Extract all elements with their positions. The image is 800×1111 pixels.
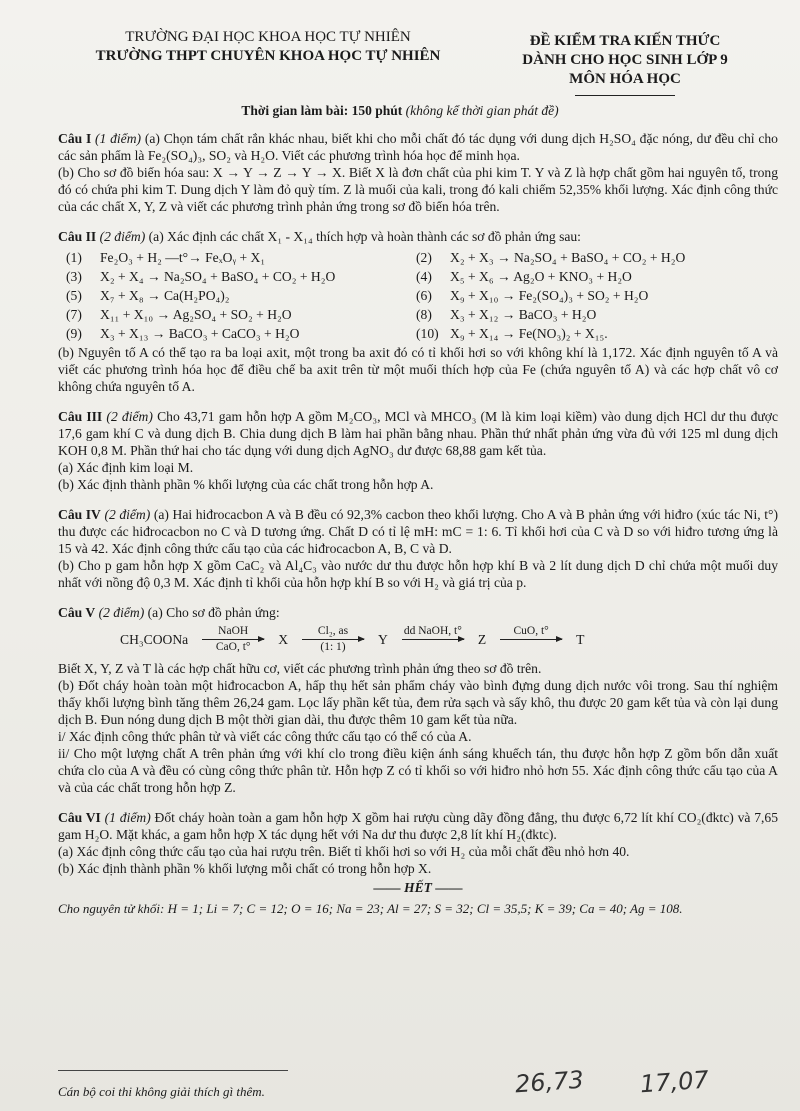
q6-part-b: (b) Xác định thành phần % khối lượng mỗi chất có trong hỗn hợp X. <box>58 861 432 876</box>
q5-part-b: (b) Đốt cháy hoàn toàn một hiđrocacbon A, hấp thụ hết sản phẩm cháy vào bình đựng dung dịch nước vôi trong. Sau thí nghiệm thấy khối lượng bình tăng thêm 26,24 gam. Lọc lấy phần kết tủa, đem rửa sạch và sấy khô, thu được 20 gam kết tủa và còn lại dung dịch B. Đun nóng dung dịch B một thời gian dài, thu được thêm 10 gam kết tủa nữa. <box>58 678 778 727</box>
scheme-x: X <box>278 632 289 647</box>
scheme-z: Z <box>477 632 487 647</box>
q2-points: (2 điểm) <box>99 229 146 244</box>
question-2 <box>58 228 778 395</box>
reaction-equation: X₉ + X₁₀ → Fe₂(SO₄)₃ + SO₂ + H₂O <box>450 288 649 303</box>
q6-title: Câu VI <box>58 810 101 825</box>
reaction-scheme <box>120 625 778 654</box>
arrow-condition: (1: 1) <box>320 641 346 653</box>
question-1 <box>58 130 778 215</box>
q2-title: Câu II <box>58 229 97 244</box>
reaction-item <box>416 268 776 285</box>
reaction-number: (6) <box>416 288 432 303</box>
scheme-start: CH₃COONa <box>120 632 189 647</box>
q5-title: Câu V <box>58 605 96 620</box>
reaction-number: (7) <box>66 307 82 322</box>
q6-body: Đốt cháy hoàn toàn a gam hỗn hợp X gồm hai rượu cùng dãy đồng đẳng, thu được 6,72 lít khí CO₂(đktc) và 7,65 gam H₂O. Mặt khác, a gam hỗn hợp X tác dụng hết với Na dư thu được 2,8 lít khí H₂(đktc). <box>58 810 778 842</box>
q1-title: Câu I <box>58 131 92 146</box>
arrow-condition: Cl₂, as <box>317 625 349 637</box>
reaction-number: (2) <box>416 250 432 265</box>
reaction-equation: X₇ + X₈ → Ca(H₂PO₄)₂ <box>100 288 230 303</box>
arrow-condition: dd NaOH, t° <box>403 625 462 637</box>
q3-title: Câu III <box>58 409 103 424</box>
reaction-number: (10) <box>416 326 439 341</box>
reaction-item <box>66 249 416 266</box>
q6-part-a: (a) Xác định công thức cấu tạo của hai rượu trên. Biết tỉ khối hơi so với H₂ của mỗi chất đều nhỏ hơn 40. <box>58 844 630 859</box>
q3-part-b: (b) Xác định thành phần % khối lượng của các chất trong hỗn hợp A. <box>58 477 434 492</box>
handwritten-note: 26,73 <box>514 1065 585 1099</box>
footer-rule <box>58 1070 288 1071</box>
question-4 <box>58 506 778 591</box>
exam-subject: MÔN HÓA HỌC <box>569 71 681 87</box>
reaction-number: (3) <box>66 269 82 284</box>
q3-body: Cho 43,71 gam hỗn hợp A gồm M₂CO₃, MCl và MHCO₃ (M là kim loại kiềm) vào dung dịch HCl dư thu được 17,6 gam khí C và dung dịch B. Chia dung dịch B làm hai phần bằng nhau. Phần thứ nhất phản ứng vừa đủ với 125 ml dung dịch KOH 0,8 M. Phần thứ hai cho tác dụng với dung dịch AgNO₃ dư được 68,88 gam kết tủa. <box>58 409 778 458</box>
arrow-condition <box>530 641 533 654</box>
reaction-number: (5) <box>66 288 82 303</box>
time-allowed <box>0 103 800 119</box>
scheme-arrow <box>500 625 562 654</box>
q3-part-a: (a) Xác định kim loại M. <box>58 460 194 475</box>
q4-title: Câu IV <box>58 507 101 522</box>
scheme-arrow <box>202 625 264 654</box>
reaction-item <box>66 306 416 323</box>
reaction-item <box>416 287 776 304</box>
footnote: Cán bộ coi thi không giải thích gì thêm. <box>58 1084 265 1099</box>
q2-part-b: (b) Nguyên tố A có thể tạo ra ba loại axit, một trong ba axit đó có tỉ khối hơi so với không khí là 1,172. Xác định nguyên tố A và viết các phương trình hóa học để điều chế ba axit trên từ một muối thích hợp của Fe (chứa nguyên tố A) và các hợp chất vô cơ không chứa nguyên tố A. <box>58 345 778 394</box>
reaction-equation: X₃ + X₁₃ → BaCO₃ + CaCO₃ + H₂O <box>100 326 300 341</box>
q4-part-a: (a) Hai hiđrocacbon A và B đều có 92,3% cacbon theo khối lượng. Cho A và B phản ứng với hiđro (xúc tác Ni, t°) thu được các hiđrocacbon no C và D tương ứng. Chất D có tỉ lệ mH: mC = 1: 6. Tỉ khối hơi của C và D so với hiđro tương ứng là 15 và 42. Xác định công thức cấu tạo của các hiđrocacbon A, B, C và D. <box>58 507 778 556</box>
question-5 <box>58 604 778 796</box>
q6-points: (1 điểm) <box>104 810 151 825</box>
exam-content <box>58 130 778 917</box>
header-rule <box>575 95 675 96</box>
arrow-condition: CaO, t° <box>215 641 251 653</box>
q4-part-b: (b) Cho p gam hỗn hợp X gồm CaC₂ và Al₄C₃ vào nước dư thu được hỗn hợp khí B và 2 lít dung dịch D chỉ chứa một muối duy nhất với nồng độ 0,3 M. Xác định tỉ khối của hỗn hợp khí B so với H₂ và giá trị của p. <box>58 558 778 590</box>
end-mark: —— HẾT —— <box>373 880 463 895</box>
school-header <box>58 28 478 66</box>
question-3 <box>58 408 778 493</box>
reaction-equation: X₂ + X₄ → Na₂SO₄ + BaSO₄ + CO₂ + H₂O <box>100 269 336 284</box>
q1-part-b: (b) Cho sơ đồ biến hóa sau: X → Y → Z → Y → X. Biết X là đơn chất của phi kim T. Y và Z là hợp chất gồm hai nguyên tố, trong đó có chứa phi kim T. Dung dịch Y làm đỏ quỳ tím. Z là muối của kali, trong đó kali chiếm 52,35% khối lượng. Xác định công thức của các chất X, Y, Z và viết các phương trình phản ứng trong sơ đồ biến hóa trên. <box>58 165 778 214</box>
reaction-item <box>66 325 416 342</box>
reaction-item <box>66 287 416 304</box>
reaction-equation: X₅ + X₆ → Ag₂O + KNO₃ + H₂O <box>450 269 632 284</box>
q5-part-b-ii: ii/ Cho một lượng chất A trên phản ứng với khí clo trong điều kiện ánh sáng khuếch tán, thu được hỗn hợp Z gồm bốn dẫn xuất chứa clo của A và đều có cùng công thức phân tử. Hỗn hợp Z có tỉ khối so với hiđro nhỏ hơn 55. Xác định công thức cấu tạo của A và của các chất trong hỗn hợp Z. <box>58 746 778 795</box>
exam-header <box>480 32 770 96</box>
scheme-arrow <box>302 625 364 654</box>
time-note: (không kể thời gian phát đề) <box>405 103 559 118</box>
reaction-equation: X₁₁ + X₁₀ → Ag₂SO₄ + SO₂ + H₂O <box>100 307 292 322</box>
handwritten-note: 17,07 <box>639 1065 710 1099</box>
question-6 <box>58 809 778 877</box>
reaction-list <box>66 249 778 342</box>
reaction-item <box>66 268 416 285</box>
reaction-equation: X₂ + X₃ → Na₂SO₄ + BaSO₄ + CO₂ + H₂O <box>450 250 686 265</box>
arrow-condition <box>431 641 434 654</box>
reaction-number: (9) <box>66 326 82 341</box>
atomic-masses: Cho nguyên tử khối: H = 1; Li = 7; C = 12; O = 16; Na = 23; Al = 27; S = 32; Cl = 35,5; K = 39; Ca = 40; Ag = 108. <box>58 901 683 916</box>
reaction-item <box>416 306 776 323</box>
q1-points: (1 điểm) <box>95 131 142 146</box>
q4-points: (2 điểm) <box>104 507 151 522</box>
q5-part-b-i: i/ Xác định công thức phân tử và viết các công thức cấu tạo có thể có của A. <box>58 729 472 744</box>
reaction-number: (8) <box>416 307 432 322</box>
scheme-t: T <box>576 632 585 647</box>
scheme-arrow <box>402 625 464 654</box>
reaction-equation: X₃ + X₁₂ → BaCO₃ + H₂O <box>450 307 597 322</box>
q5-scheme-note: Biết X, Y, Z và T là các hợp chất hữu cơ, viết các phương trình phản ứng theo sơ đồ trên. <box>58 661 542 676</box>
school-name: TRƯỜNG THPT CHUYÊN KHOA HỌC TỰ NHIÊN <box>95 48 441 64</box>
reaction-equation: X₉ + X₁₄ → Fe(NO₃)₂ + X₁₅. <box>450 326 608 341</box>
q1-part-a: (a) Chọn tám chất rắn khác nhau, biết khi cho mỗi chất đó tác dụng với dung dịch H₂SO₄ đặc nóng, dư đều chỉ cho các sản phẩm là Fe₂(SO₄)₃, SO₂ và H₂O. Viết các phương trình hóa học để minh họa. <box>58 131 778 163</box>
q2-part-a: (a) Xác định các chất X₁ - X₁₄ thích hợp và hoàn thành các sơ đồ phản ứng sau: <box>148 229 581 244</box>
time-label: Thời gian làm bài: 150 phút <box>241 103 403 118</box>
q5-points: (2 điểm) <box>98 605 145 620</box>
exam-title: ĐỀ KIỂM TRA KIẾN THỨC <box>529 33 721 49</box>
arrow-condition: NaOH <box>218 625 249 637</box>
reaction-number: (1) <box>66 250 82 265</box>
arrow-condition: CuO, t° <box>513 625 549 637</box>
university-name: TRƯỜNG ĐẠI HỌC KHOA HỌC TỰ NHIÊN <box>125 29 411 45</box>
reaction-item <box>416 249 776 266</box>
reaction-item <box>416 325 776 342</box>
exam-audience: DÀNH CHO HỌC SINH LỚP 9 <box>522 52 728 68</box>
reaction-number: (4) <box>416 269 432 284</box>
q3-points: (2 điểm) <box>106 409 153 424</box>
reaction-equation: Fe₂O₃ + H₂ —t°→ FeₓOᵧ + X₁ <box>100 250 266 265</box>
scheme-y: Y <box>378 632 388 647</box>
q5-part-a: (a) Cho sơ đồ phản ứng: <box>147 605 280 620</box>
